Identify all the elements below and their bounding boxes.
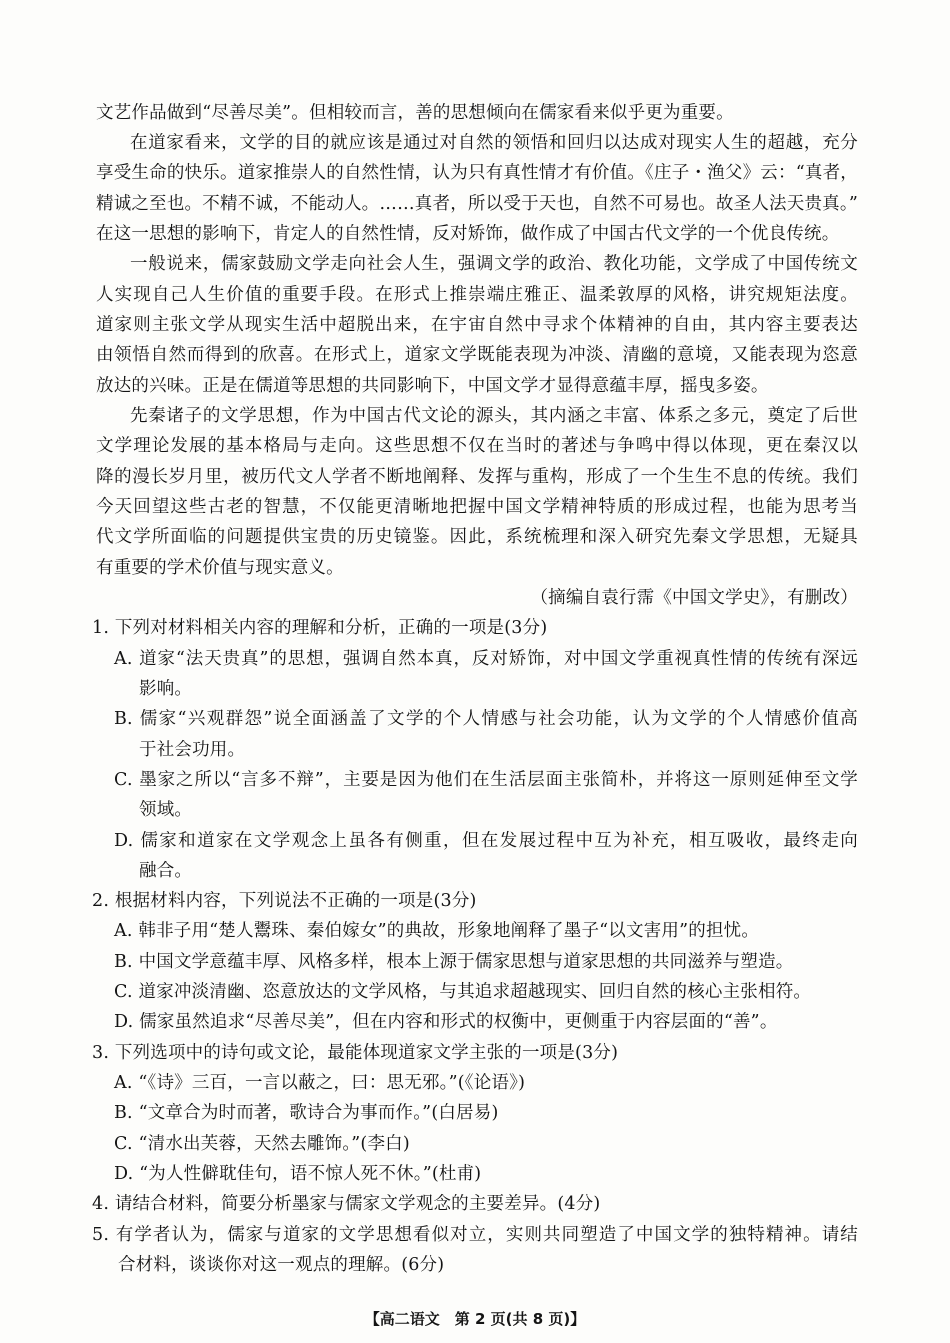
question-1-option-b-cont: 于社会功用。 bbox=[139, 740, 246, 760]
passage-line: 文艺作品做到“尽善尽美”。但相较而言，善的思想倾向在儒家看来似乎更为重要。 bbox=[96, 103, 734, 123]
question-3-option-c: C. “清水出芙蓉，天然去雕饰。”(李白) bbox=[114, 1134, 410, 1154]
question-2-stem: 2. 根据材料内容，下列说法不正确的一项是(3分) bbox=[92, 891, 477, 911]
question-1-stem: 1. 下列对材料相关内容的理解和分析，正确的一项是(3分) bbox=[92, 618, 548, 638]
passage-line: 道家则主张文学从现实生活中超脱出来，在宇宙自然中寻求个体精神的自由，其内容主要表达 bbox=[96, 315, 858, 335]
question-1-option-a: A. 道家“法天贵真”的思想，强调自然本真，反对矫饰，对中国文学重视真性情的传统有深远 bbox=[114, 649, 858, 669]
question-3-option-b: B. “文章合为时而著，歌诗合为事而作。”(白居易) bbox=[114, 1103, 499, 1123]
passage-line: 代文学所面临的问题提供宝贵的历史镜鉴。因此，系统梳理和深入研究先秦文学思想，无疑具 bbox=[96, 527, 858, 547]
passage-line: 先秦诸子的文学思想，作为中国古代文论的源头，其内涵之丰富、体系之多元，奠定了后世 bbox=[130, 406, 858, 426]
question-1-option-d-cont: 融合。 bbox=[139, 861, 193, 881]
question-3-option-a: A. “《诗》三百，一言以蔽之，曰：思无邪。”(《论语》) bbox=[114, 1073, 526, 1093]
question-1-option-b: B. 儒家“兴观群怨”说全面涵盖了文学的个人情感与社会功能，认为文学的个人情感价值高 bbox=[114, 709, 858, 729]
question-1-option-c: C. 墨家之所以“言多不辩”，主要是因为他们在生活层面主张简朴，并将这一原则延伸至文学 bbox=[114, 770, 858, 790]
passage-line: 降的漫长岁月里，被历代文人学者不断地阐释、发挥与重构，形成了一个生生不息的传统。我们 bbox=[96, 467, 858, 487]
passage-line: 文学理论发展的基本格局与走向。这些思想不仅在当时的著述与争鸣中得以体现，更在秦汉以 bbox=[96, 436, 858, 456]
question-2-option-c: C. 道家冲淡清幽、恣意放达的文学风格，与其追求超越现实、回归自然的核心主张相符。 bbox=[114, 982, 812, 1002]
passage-line: 放达的兴味。正是在儒道等思想的共同影响下，中国文学才显得意蕴丰厚，摇曳多姿。 bbox=[96, 376, 769, 396]
passage-line: 在道家看来，文学的目的就应该是通过对自然的领悟和回归以达成对现实人生的超越，充分 bbox=[130, 133, 858, 153]
question-4-stem: 4. 请结合材料，简要分析墨家与儒家文学观念的主要差异。(4分) bbox=[92, 1194, 601, 1214]
page-footer: 【高二语文 第 2 页(共 8 页)】 bbox=[364, 1310, 586, 1328]
question-3-option-d: D. “为人性僻耽佳句，语不惊人死不休。”(杜甫) bbox=[114, 1164, 482, 1184]
question-1-option-c-cont: 领域。 bbox=[139, 800, 193, 820]
passage-line: 人实现自己人生价值的重要手段。在形式上推崇端庄雅正、温柔敦厚的风格，讲究规矩法度。 bbox=[96, 285, 858, 305]
passage-line: 由领悟自然而得到的欣喜。在形式上，道家文学既能表现为冲淡、清幽的意境，又能表现为恣意 bbox=[96, 345, 858, 365]
question-1-option-d: D. 儒家和道家在文学观念上虽各有侧重，但在发展过程中互为补充，相互吸收，最终走向 bbox=[114, 831, 858, 851]
question-2-option-d: D. 儒家虽然追求“尽善尽美”，但在内容和形式的权衡中，更侧重于内容层面的“善”。 bbox=[114, 1012, 778, 1032]
passage-line: 今天回望这些古老的智慧，不仅能更清晰地把握中国文学精神特质的形成过程，也能为思考当 bbox=[96, 497, 858, 517]
passage-source: （摘编自袁行霈《中国文学史》，有删改） bbox=[530, 588, 858, 608]
question-5-stem-cont: 合材料，谈谈你对这一观点的理解。(6分) bbox=[118, 1255, 445, 1275]
passage-line: 一般说来，儒家鼓励文学走向社会人生，强调文学的政治、教化功能，文学成了中国传统文 bbox=[130, 254, 858, 274]
passage-line: 在这一思想的影响下，肯定人的自然性情，反对矫饰，做作成了中国古代文学的一个优良传统。 bbox=[96, 224, 840, 244]
passage-line: 精诚之至也。不精不诚，不能动人。……真者，所以受于天也，自然不可易也。故圣人法天贵真。” bbox=[96, 194, 858, 214]
question-5-stem: 5. 有学者认为，儒家与道家的文学思想看似对立，实则共同塑造了中国文学的独特精神。请结 bbox=[92, 1225, 858, 1245]
passage-line: 有重要的学术价值与现实意义。 bbox=[96, 558, 344, 578]
question-3-stem: 3. 下列选项中的诗句或文论，最能体现道家文学主张的一项是(3分) bbox=[92, 1043, 619, 1063]
passage-line: 享受生命的快乐。道家推崇人的自然性情，认为只有真性情才有价值。《庄子・渔父》云：“真者， bbox=[96, 163, 858, 183]
question-1-option-a-cont: 影响。 bbox=[139, 679, 193, 699]
question-2-option-a: A. 韩非子用“楚人鬻珠、秦伯嫁女”的典故，形象地阐释了墨子“以文害用”的担忧。 bbox=[114, 921, 760, 941]
question-2-option-b: B. 中国文学意蕴丰厚、风格多样，根本上源于儒家思想与道家思想的共同滋养与塑造。 bbox=[114, 952, 794, 972]
